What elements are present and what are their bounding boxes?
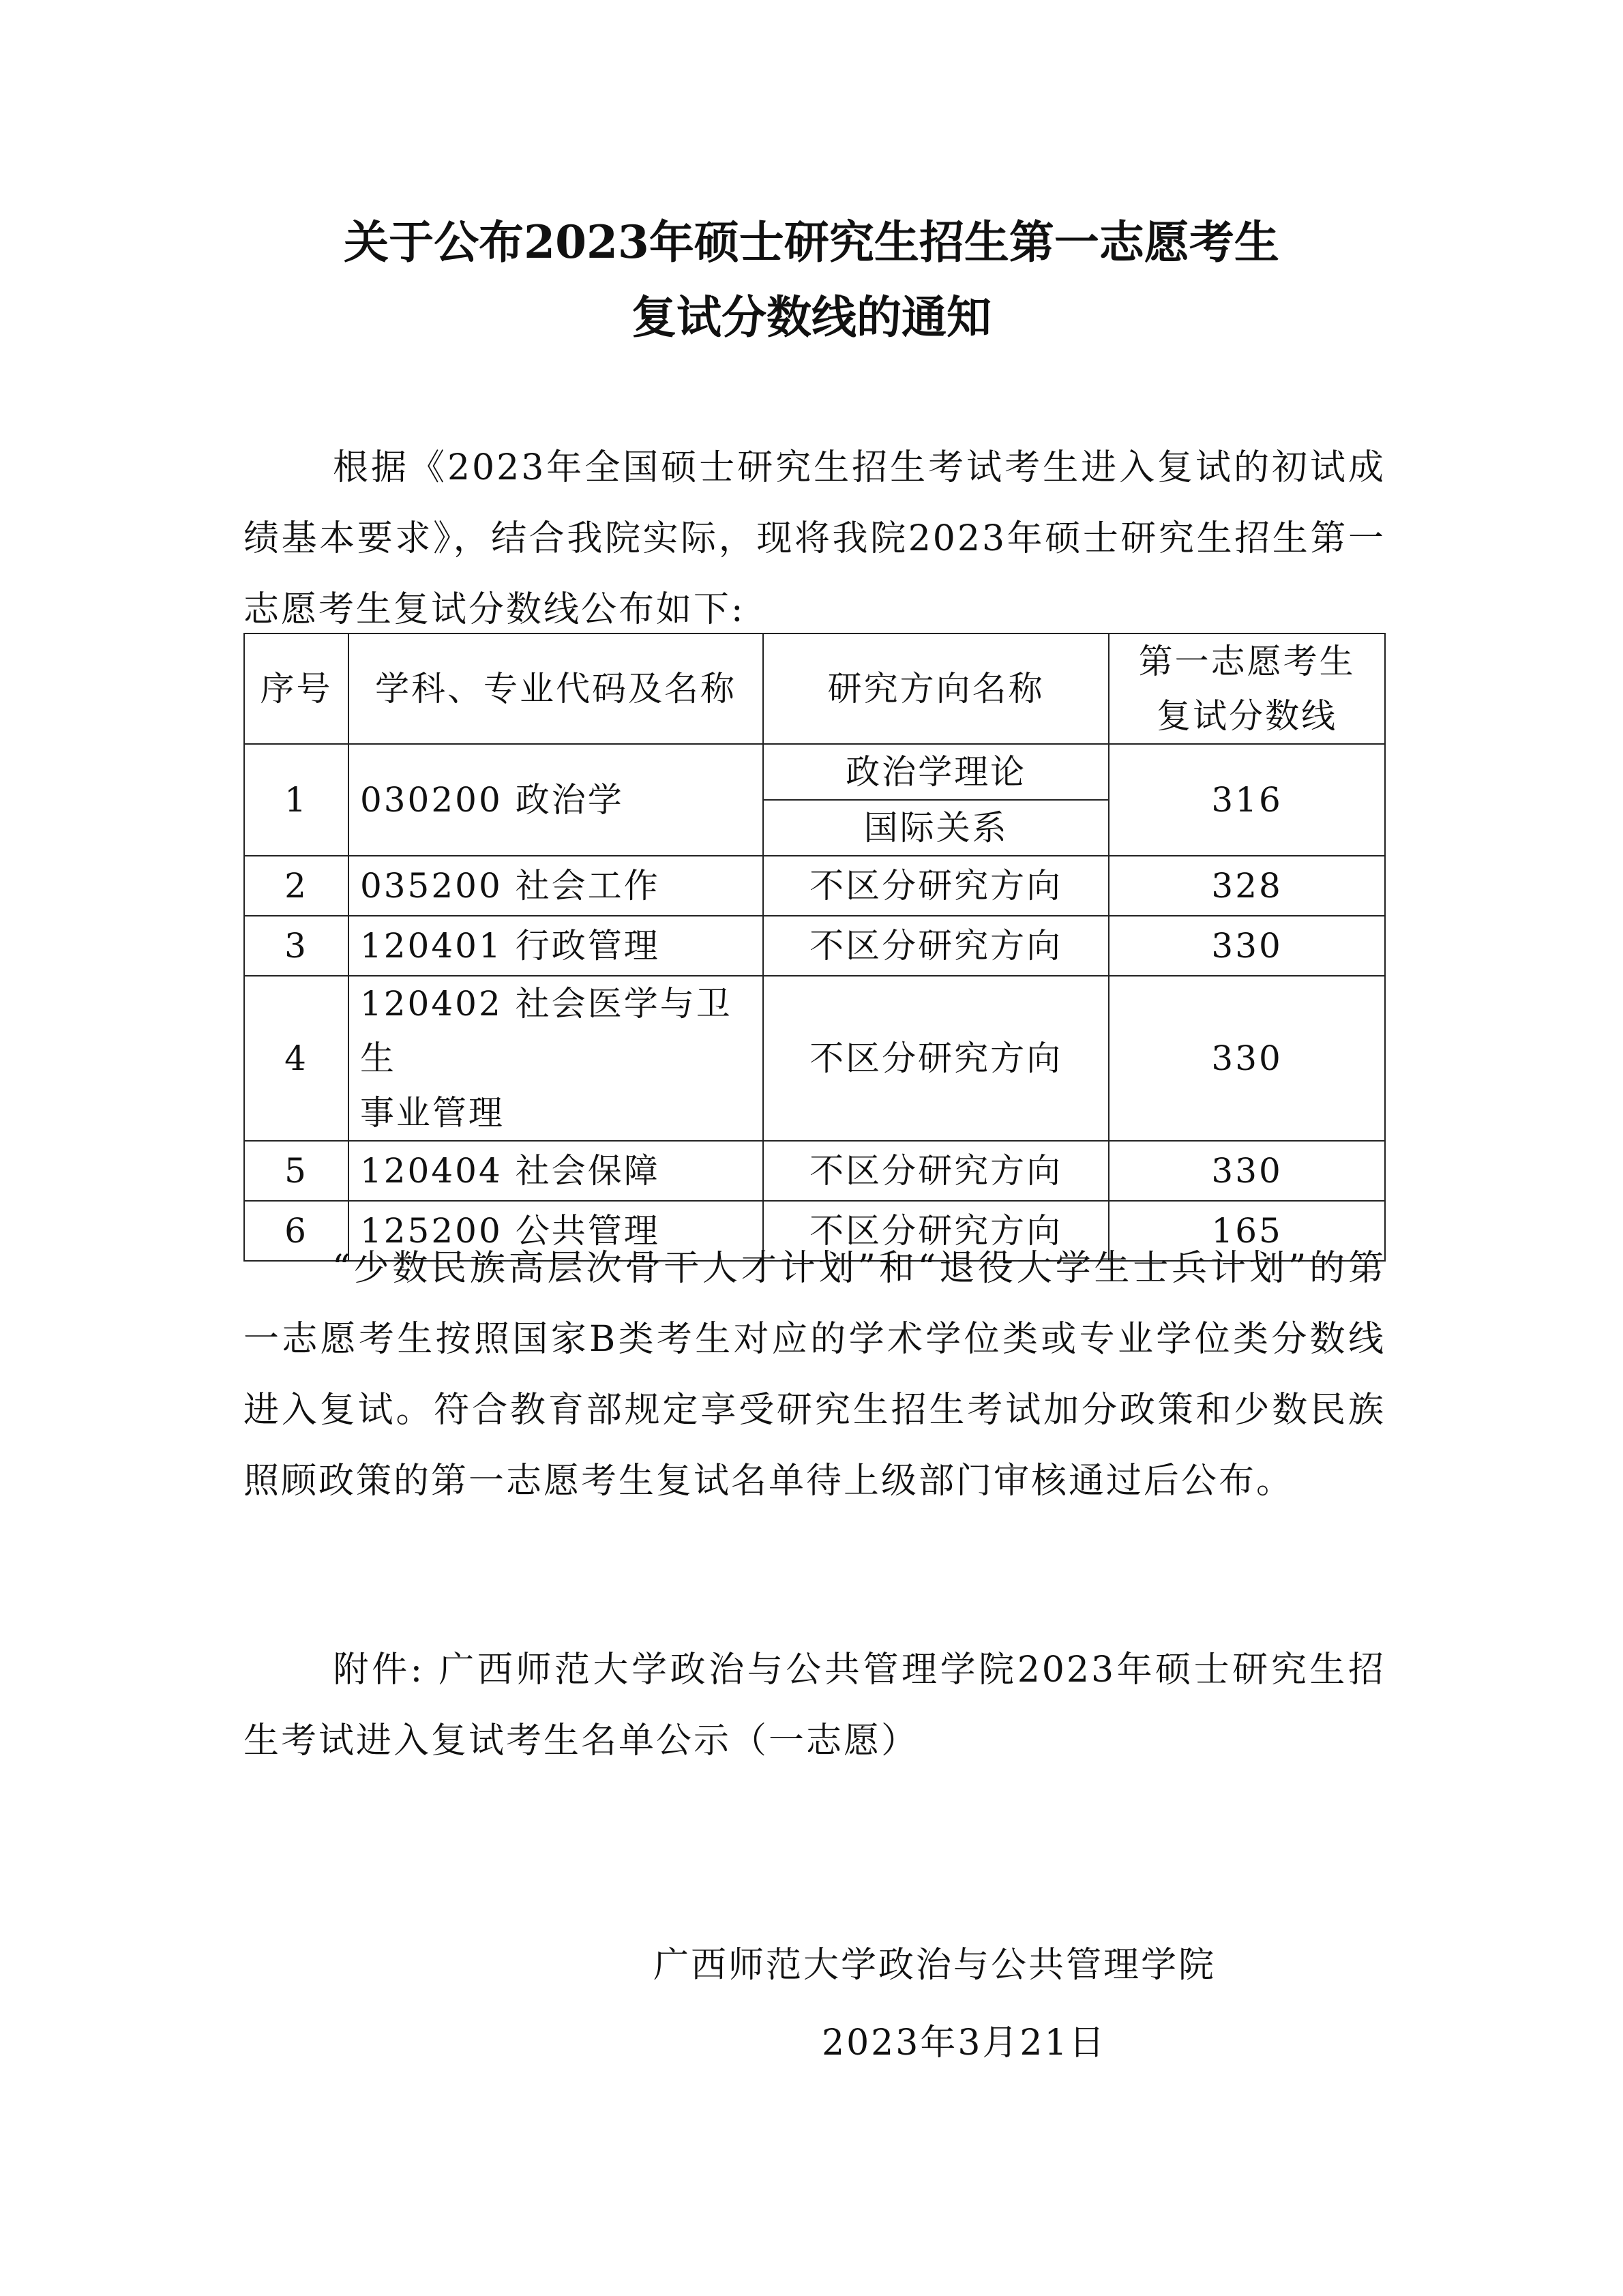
table-header-row [244, 633, 1385, 744]
cell-no: 4 [244, 976, 348, 1141]
header-major-label: 学科、专业代码及名称 [374, 669, 736, 709]
notice-title-line-1: 关于公布2023年硕士研究生招生第一志愿考生 [344, 215, 1279, 269]
cell-direction: 不区分研究方向 [763, 1141, 1109, 1201]
intro-text: 根据《2023年全国硕士研究生招生考试考生进入复试的初试成绩基本要求》，结合我院实际，现将我院2023年硕士研究生招生第一志愿考生复试分数线公布如下: [243, 447, 1386, 630]
header-major [348, 633, 763, 744]
cell-direction: 不区分研究方向 [763, 976, 1109, 1141]
cell-major-line-1: 120402 社会医学与卫生 [359, 984, 732, 1078]
cell-major: 120404 社会保障 [348, 1141, 763, 1201]
cell-direction: 不区分研究方向 [763, 856, 1109, 916]
cell-major: 125200 公共管理 [348, 1201, 763, 1261]
score-line-table [243, 633, 1386, 1262]
table-row [244, 856, 1385, 916]
cell-direction: 不区分研究方向 [763, 916, 1109, 976]
cell-direction: 国际关系 [763, 800, 1109, 856]
table-row [244, 744, 1385, 800]
cell-major: 030200 政治学 [348, 744, 763, 856]
header-no: 序号 [244, 633, 348, 744]
cell-score: 330 [1109, 976, 1385, 1141]
notice-title-line-2: 复试分数线的通知 [631, 290, 992, 344]
cell-no: 1 [244, 744, 348, 856]
table-row [244, 976, 1385, 1141]
cell-major-line-2: 事业管理 [359, 1093, 505, 1133]
cell-major: 120401 行政管理 [348, 916, 763, 976]
cell-score: 316 [1109, 744, 1385, 856]
header-score-line-1: 第一志愿考生 [1138, 642, 1356, 681]
attachment-paragraph [243, 1635, 1386, 1776]
cell-direction: 不区分研究方向 [763, 1201, 1109, 1261]
cell-score: 328 [1109, 856, 1385, 916]
attachment-text: 附件: 广西师范大学政治与公共管理学院2023年硕士研究生招生考试进入复试考生名单公示（一志愿） [243, 1650, 1386, 1761]
policy-note-text: “少数民族高层次骨干人才计划”和“退役大学生士兵计划”的第一志愿考生按照国家B类考生对应的学术学位类或专业学位类分数线进入复试。符合教育部规定享受研究生招生考试加分政策和少数民族照顾政策的第一志愿考生复试名单待上级部门审核通过后公布。 [243, 1248, 1386, 1502]
cell-no: 3 [244, 916, 348, 976]
header-score [1109, 633, 1385, 744]
cell-direction: 政治学理论 [763, 744, 1109, 800]
signature-date: 2023年3月21日 [822, 2023, 1107, 2063]
intro-paragraph [243, 432, 1386, 645]
cell-major: 035200 社会工作 [348, 856, 763, 916]
signature-organization: 广西师范大学政治与公共管理学院 [653, 1945, 1217, 1986]
cell-score: 330 [1109, 1141, 1385, 1201]
policy-note-paragraph [243, 1233, 1386, 1517]
cell-score: 330 [1109, 916, 1385, 976]
cell-no: 6 [244, 1201, 348, 1261]
cell-no: 2 [244, 856, 348, 916]
header-score-line-2: 复试分数线 [1157, 696, 1338, 736]
cell-major [348, 976, 763, 1141]
cell-no: 5 [244, 1141, 348, 1201]
cell-score: 165 [1109, 1201, 1385, 1261]
table-row [244, 1141, 1385, 1201]
table-row [244, 916, 1385, 976]
header-direction: 研究方向名称 [763, 633, 1109, 744]
